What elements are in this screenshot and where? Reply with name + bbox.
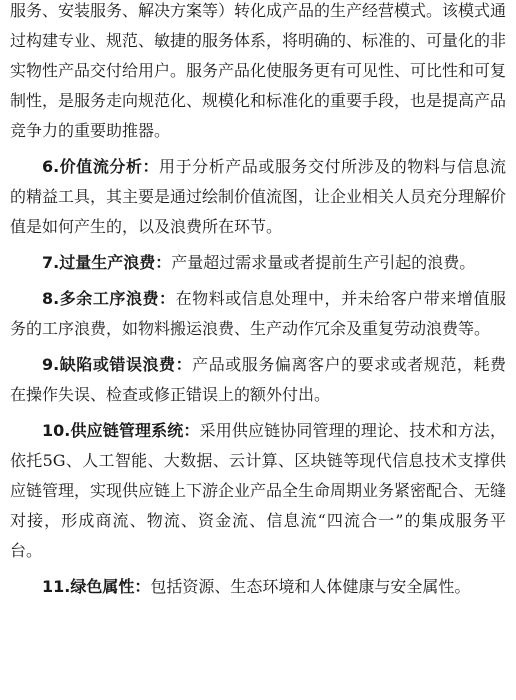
paragraph-text: 采用供应链协同管理的理论、技术和方法，依托5G、人工智能、大数据、云计算、区块链等现代信息技术支撑供应链管理，实现供应链上下游企业产品全生命周期业务紧密配合、无缝对接，形成商流、物流、资金流、信息流“四流合一”的集成服务平台。 bbox=[10, 421, 507, 560]
paragraph-green-attributes bbox=[10, 572, 506, 602]
term-defect-waste: 9.缺陷或错误浪费： bbox=[42, 355, 193, 374]
paragraph-supply-chain-system bbox=[10, 416, 506, 566]
paragraph-text: 包括资源、生态环境和人体健康与安全属性。 bbox=[150, 577, 471, 596]
paragraph-text: 服务、安装服务、解决方案等）转化成产品的生产经营模式。该模式通过构建专业、规范、敏捷的服务体系，将明确的、标准的、可量化的非实物性产品交付给用户。服务产品化使服务更有可见性、可比性和可复制性，是服务走向规范化、规模化和标准化的重要手段，也是提高产品竞争力的重要助推器。 bbox=[10, 1, 507, 140]
paragraph-defect-waste bbox=[10, 350, 506, 410]
paragraph-text: 用于分析产品或服务交付所涉及的物料与信息流的精益工具，其主要是通过绘制价值流图，让企业相关人员充分理解价值是如何产生的，以及浪费所在环节。 bbox=[10, 157, 507, 236]
paragraph-text: 产品或服务偏离客户的要求或者规范，耗费在操作失误、检查或修正错误上的额外付出。 bbox=[10, 355, 506, 404]
paragraph-text: 在物料或信息处理中，并未给客户带来增值服务的工序浪费，如物料搬运浪费、生产动作冗余及重复劳动浪费等。 bbox=[10, 289, 506, 338]
term-value-stream-analysis: 6.价值流分析： bbox=[42, 157, 160, 176]
term-extra-process-waste: 8.多余工序浪费： bbox=[42, 289, 176, 308]
paragraph-text: 产量超过需求量或者提前生产引起的浪费。 bbox=[171, 253, 476, 272]
term-green-attributes: 11.绿色属性： bbox=[42, 577, 151, 596]
paragraph-value-stream-analysis bbox=[10, 152, 506, 242]
term-overproduction-waste: 7.过量生产浪费： bbox=[42, 253, 172, 272]
paragraph-service-productization bbox=[10, 0, 506, 146]
paragraph-extra-process-waste bbox=[10, 284, 506, 344]
paragraph-overproduction-waste bbox=[10, 248, 506, 278]
term-supply-chain-system: 10.供应链管理系统： bbox=[42, 421, 200, 440]
